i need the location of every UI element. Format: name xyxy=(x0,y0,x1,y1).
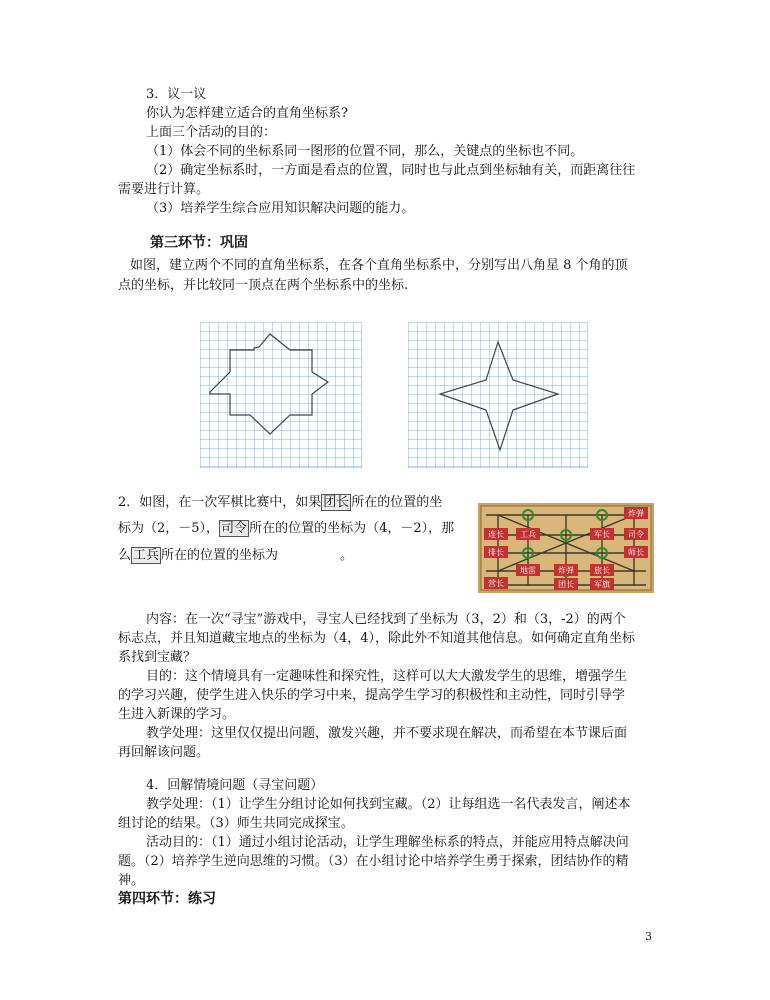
page-number: 3 xyxy=(645,930,652,943)
content-line1: 内容：在一次“寻宝”游戏中，寻宝人已经找到了坐标为（3，2）和（3，-2）的两个 xyxy=(146,612,626,627)
piece-box-tuanzhang: 团长 xyxy=(323,495,350,510)
piece-label: 司令 xyxy=(628,530,644,539)
q2-line3-part-c: 。 xyxy=(340,548,354,563)
piece-label: 工兵 xyxy=(520,530,536,539)
q2-line3-part-a: 么 xyxy=(118,548,132,563)
piece-label: 炸弹 xyxy=(628,509,644,518)
section4-a1: 教学处理：（1）让学生分组讨论如何找到宝藏。（2）让每组选一名代表发言，阐述本 xyxy=(146,797,631,812)
content-line2: 标志点，并且知道藏宝地点的坐标为（4，4），除此外不知道其他信息。如何确定直角坐标 xyxy=(118,631,636,646)
piece xyxy=(590,578,614,590)
teaching-line1: 教学处理：这里仅仅提出问题，激发兴趣，并不要求现在解决，而希望在本节课后面 xyxy=(146,726,628,741)
piece-label: 地雷 xyxy=(520,566,536,575)
piece xyxy=(554,564,578,576)
goal-line2: 的学习兴趣，使学生进入快乐的学习中来，提高学生学习的积极性和主动性，同时引导学 xyxy=(118,688,626,703)
goal-line3: 生进入新课的学习。 xyxy=(118,707,236,722)
star-grid-right xyxy=(408,322,588,468)
part3-line2: 点的坐标，并比较同一顶点在两个坐标系中的坐标. xyxy=(118,278,409,293)
section4-b2: 题。（2）培养学生逆向思维的习惯。（3）在小组讨论中培养学生勇于探索，团结协作的精 xyxy=(118,854,629,869)
section3-point2a: （2）确定坐标系时，一方面是看点的位置，同时也与此点到坐标轴有关，而距离往往 xyxy=(146,163,636,178)
piece-box-gongbing: 工兵 xyxy=(133,548,160,563)
section3-title: 3．议一议 xyxy=(146,87,207,102)
piece xyxy=(516,564,540,576)
piece-label: 炸弹 xyxy=(558,566,574,575)
q2-line2-part-a: 标为（2，－5）， xyxy=(118,521,220,536)
teaching-line2: 再回解该问题。 xyxy=(118,745,210,760)
piece-label: 师长 xyxy=(628,548,644,557)
q2-line1-part-b: 所在的位置的坐 xyxy=(351,495,443,510)
q2-line3 xyxy=(118,547,353,565)
q2-line1 xyxy=(118,494,442,512)
piece-label: 军长 xyxy=(594,530,610,539)
section3-point2b: 需要进行计算。 xyxy=(118,182,210,197)
q2-line1-part-a: 2．如图，在一次军棋比赛中，如果 xyxy=(118,495,322,510)
junqi-board xyxy=(478,503,654,593)
section3-point1: （1）体会不同的坐标系同一图形的位置不同，那么，关键点的坐标也不同。 xyxy=(146,144,584,159)
section4-b3: 神。 xyxy=(118,873,145,888)
piece xyxy=(516,528,540,540)
q2-line2-part-b: 所在的位置的坐标为（4，－2），那 xyxy=(249,521,455,536)
q2-line2 xyxy=(118,520,454,538)
content-line3: 系找到宝藏？ xyxy=(118,650,197,665)
part4-heading: 第四环节：练习 xyxy=(118,891,216,907)
piece xyxy=(484,546,508,558)
piece-label: 团长 xyxy=(558,580,574,589)
piece-label: 连长 xyxy=(488,530,504,539)
star-grid-left xyxy=(200,322,362,468)
q2-line3-part-b: 所在的位置的坐标为 xyxy=(161,548,279,563)
piece-label: 旅长 xyxy=(594,566,610,575)
section3-purpose: 上面三个活动的目的： xyxy=(146,125,277,140)
goal-line1: 目的：这个情境具有一定趣味性和探究性，这样可以大大激发学生的思维，增强学生 xyxy=(146,669,628,684)
section4-a2: 组讨论的结果。（3）师生共同完成探宝。 xyxy=(118,816,354,831)
piece xyxy=(624,528,648,540)
piece-label: 排长 xyxy=(488,548,504,557)
piece xyxy=(554,578,578,590)
piece-label: 营长 xyxy=(488,579,504,588)
piece xyxy=(590,564,614,576)
piece-label: 军旗 xyxy=(594,580,610,589)
piece xyxy=(590,528,614,540)
section3-point3: （3）培养学生综合应用知识解决问题的能力。 xyxy=(146,201,415,216)
piece xyxy=(484,528,508,540)
part3-line1: 如图，建立两个不同的直角坐标系，在各个直角坐标系中，分别写出八角星 8 个角的顶 xyxy=(130,258,628,273)
piece-box-siling: 司令 xyxy=(221,521,248,536)
piece xyxy=(484,577,508,589)
section4-b1: 活动目的：（1）通过小组讨论活动，让学生理解坐标系的特点，并能应用特点解决问 xyxy=(146,835,629,850)
part3-heading: 第三环节：巩固 xyxy=(150,235,248,251)
piece xyxy=(624,507,648,519)
section3-question: 你认为怎样建立适合的直角坐标系? xyxy=(146,106,348,121)
piece xyxy=(624,546,648,558)
section4-title: 4．回解情境问题（寻宝问题） xyxy=(146,778,324,793)
